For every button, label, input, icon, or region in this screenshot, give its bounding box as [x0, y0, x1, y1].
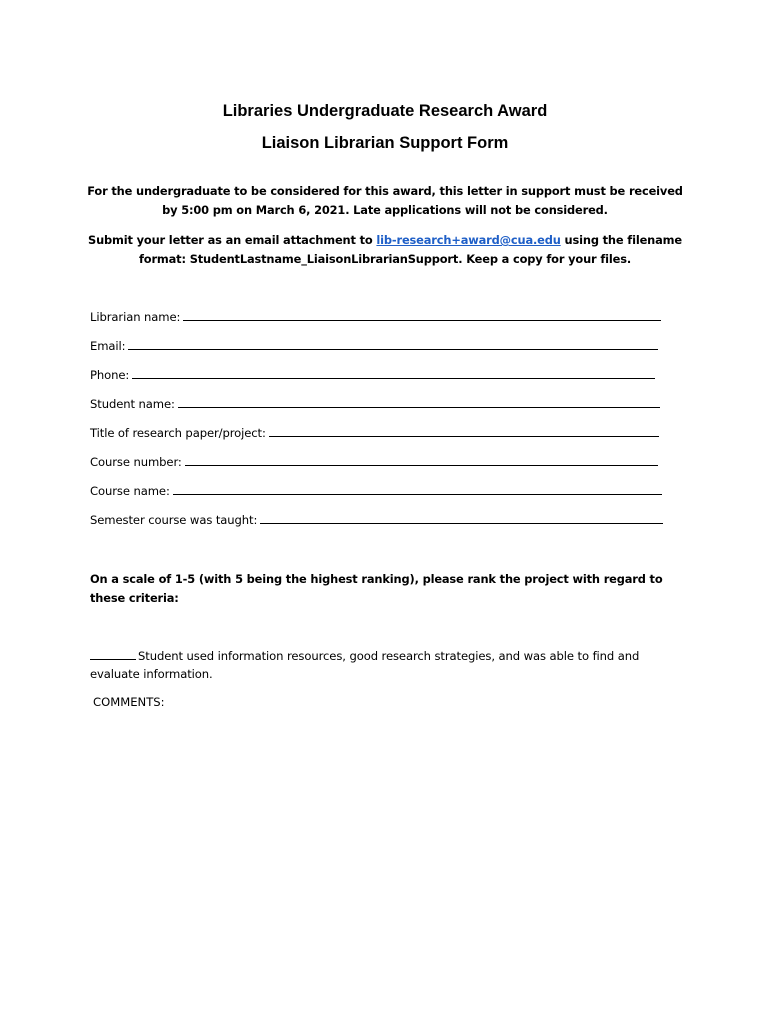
- course-name-field[interactable]: [90, 483, 662, 499]
- course-number-line[interactable]: [185, 464, 658, 466]
- course-number-field[interactable]: [90, 454, 658, 470]
- submission-email-link[interactable]: lib-research+award@cua.edu: [376, 233, 561, 247]
- semester-line[interactable]: [260, 522, 663, 524]
- course-name-line[interactable]: [173, 493, 662, 495]
- email-line[interactable]: [128, 348, 658, 350]
- project-title-label: Title of research paper/project:: [90, 426, 266, 440]
- librarian-name-line[interactable]: [183, 319, 661, 321]
- submission-prefix: Submit your letter as an email attachment to: [88, 233, 377, 247]
- deadline-notice: For the undergraduate to be considered for this award, this letter in support must be received by 5:00 pm on March 6, 2021. Late applications will not be considered.: [87, 184, 683, 217]
- submission-suffix: using the filename format: StudentLastname_LiaisonLibrarianSupport. Keep a copy for your files.: [138, 233, 682, 266]
- email-label: Email:: [90, 339, 126, 353]
- form-title: Libraries Undergraduate Research Award: [222, 102, 548, 120]
- librarian-name-field[interactable]: [90, 309, 661, 325]
- student-name-line[interactable]: [178, 406, 660, 408]
- semester-field[interactable]: [90, 512, 663, 528]
- phone-field[interactable]: [90, 367, 655, 383]
- email-field[interactable]: [90, 338, 658, 354]
- student-name-label: Student name:: [90, 397, 175, 411]
- course-number-label: Course number:: [90, 455, 182, 469]
- criteria-heading: On a scale of 1-5 (with 5 being the highest ranking), please rank the project with regard to these criteria:: [90, 572, 663, 605]
- librarian-name-label: Librarian name:: [90, 310, 181, 324]
- submission-instructions: [80, 231, 690, 269]
- student-name-field[interactable]: [90, 396, 660, 412]
- project-title-field[interactable]: [90, 425, 659, 441]
- criteria-rank-blank[interactable]: [90, 649, 136, 660]
- criteria-item-text: Student used information resources, good research strategies, and was able to find and evaluate information.: [90, 649, 640, 681]
- project-title-line[interactable]: [269, 435, 659, 437]
- course-name-label: Course name:: [90, 484, 170, 498]
- phone-line[interactable]: [132, 377, 655, 379]
- criteria-item: [90, 647, 670, 683]
- phone-label: Phone:: [90, 368, 130, 382]
- form-subtitle: Liaison Librarian Support Form: [261, 134, 509, 152]
- comments-label: COMMENTS:: [93, 695, 165, 709]
- semester-label: Semester course was taught:: [90, 513, 258, 527]
